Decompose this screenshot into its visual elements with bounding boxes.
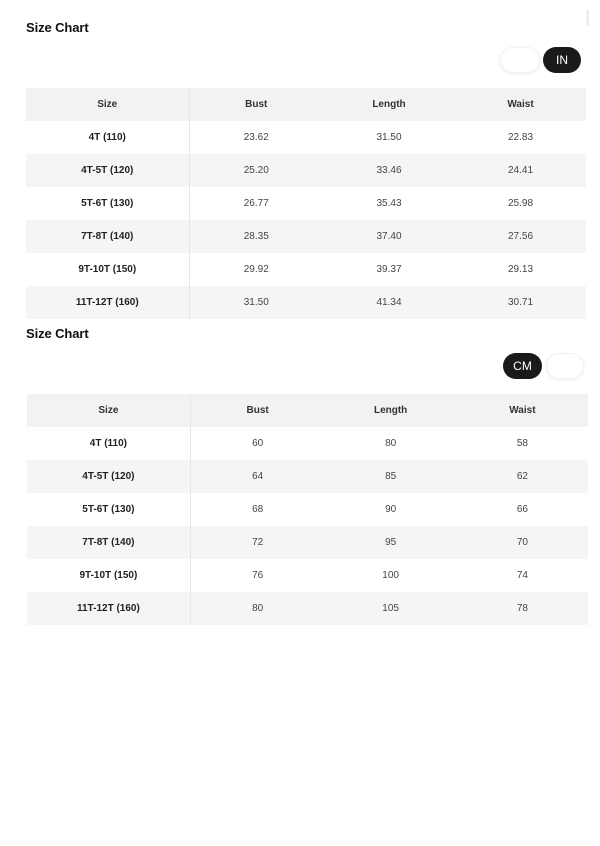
table-row: [26, 286, 586, 319]
table-row: [26, 187, 586, 220]
bust-cell: 29.92: [243, 264, 269, 275]
table-row: [27, 460, 588, 493]
table-row: [26, 220, 586, 253]
bust-cell: 31.50: [189, 286, 323, 319]
waist-cell: 74: [516, 570, 528, 581]
length-cell: 80: [385, 438, 397, 449]
waist-cell: 58: [516, 438, 528, 449]
waist-cell: 22.83: [507, 132, 534, 143]
column-header-bust: Bust: [189, 88, 323, 121]
length-cell: 85: [325, 460, 457, 493]
column-header-waist: Waist: [457, 394, 588, 427]
length-cell: 100: [382, 570, 399, 581]
unit-toggle-in-button[interactable]: IN: [543, 47, 581, 73]
waist-cell: 70: [457, 526, 588, 559]
bust-cell: 72: [190, 526, 324, 559]
table-row: [26, 253, 586, 286]
column-header-size: Size: [27, 394, 190, 427]
length-cell: 33.46: [323, 154, 455, 187]
column-header-length: Length: [323, 88, 455, 121]
column-header-waist: Waist: [455, 88, 586, 121]
size-cell: 7T-8T (140): [27, 526, 190, 559]
length-cell: 31.50: [376, 132, 402, 143]
waist-cell: 30.71: [455, 286, 586, 319]
column-header-length: Length: [325, 394, 457, 427]
unit-toggle-cm-button[interactable]: [500, 47, 540, 73]
length-cell: 35.43: [376, 198, 402, 209]
size-chart-title: Size Chart: [26, 326, 89, 341]
waist-cell: 66: [516, 504, 528, 515]
size-table-inches: [26, 88, 586, 319]
size-table-centimeters: [27, 394, 588, 625]
size-chart-title: Size Chart: [26, 20, 89, 35]
size-cell: 4T (110): [27, 427, 190, 460]
size-cell: 7T-8T (140): [26, 220, 189, 253]
bust-cell: 28.35: [189, 220, 323, 253]
length-cell: 39.37: [376, 264, 402, 275]
size-cell: 4T-5T (120): [26, 154, 189, 187]
table-row: [27, 526, 588, 559]
column-header-bust: Bust: [190, 394, 324, 427]
table-row: [26, 121, 586, 154]
length-cell: 90: [385, 504, 397, 515]
bust-cell: 68: [252, 504, 264, 515]
waist-cell: 25.98: [507, 198, 534, 209]
length-cell: 37.40: [323, 220, 455, 253]
bust-cell: 80: [190, 592, 324, 625]
size-cell: 5T-6T (130): [26, 187, 189, 220]
table-row: [27, 592, 588, 625]
length-cell: 95: [325, 526, 457, 559]
length-cell: 105: [325, 592, 457, 625]
size-cell: 9T-10T (150): [26, 253, 189, 286]
bust-cell: 76: [252, 570, 264, 581]
unit-toggle-in-button[interactable]: [546, 353, 584, 379]
table-row: [27, 493, 588, 526]
length-cell: 41.34: [323, 286, 455, 319]
table-row: [27, 427, 588, 460]
table-row: [27, 559, 588, 592]
size-cell: 4T-5T (120): [27, 460, 190, 493]
table-row: [26, 154, 586, 187]
bust-cell: 60: [252, 438, 264, 449]
table-header-row: [26, 88, 586, 121]
size-cell: 9T-10T (150): [27, 559, 190, 592]
table-header-row: [27, 394, 588, 427]
unit-toggle-cm-button[interactable]: CM: [503, 353, 542, 379]
waist-cell: 62: [457, 460, 588, 493]
waist-cell: 78: [457, 592, 588, 625]
size-cell: 11T-12T (160): [26, 286, 189, 319]
bust-cell: 25.20: [189, 154, 323, 187]
waist-cell: 27.56: [455, 220, 586, 253]
column-header-size: Size: [26, 88, 189, 121]
scroll-indicator: [586, 10, 589, 26]
size-cell: 4T (110): [26, 121, 189, 154]
waist-cell: 24.41: [455, 154, 586, 187]
bust-cell: 64: [190, 460, 324, 493]
waist-cell: 29.13: [507, 264, 534, 275]
size-cell: 11T-12T (160): [27, 592, 190, 625]
bust-cell: 26.77: [243, 198, 269, 209]
size-cell: 5T-6T (130): [27, 493, 190, 526]
bust-cell: 23.62: [243, 132, 269, 143]
